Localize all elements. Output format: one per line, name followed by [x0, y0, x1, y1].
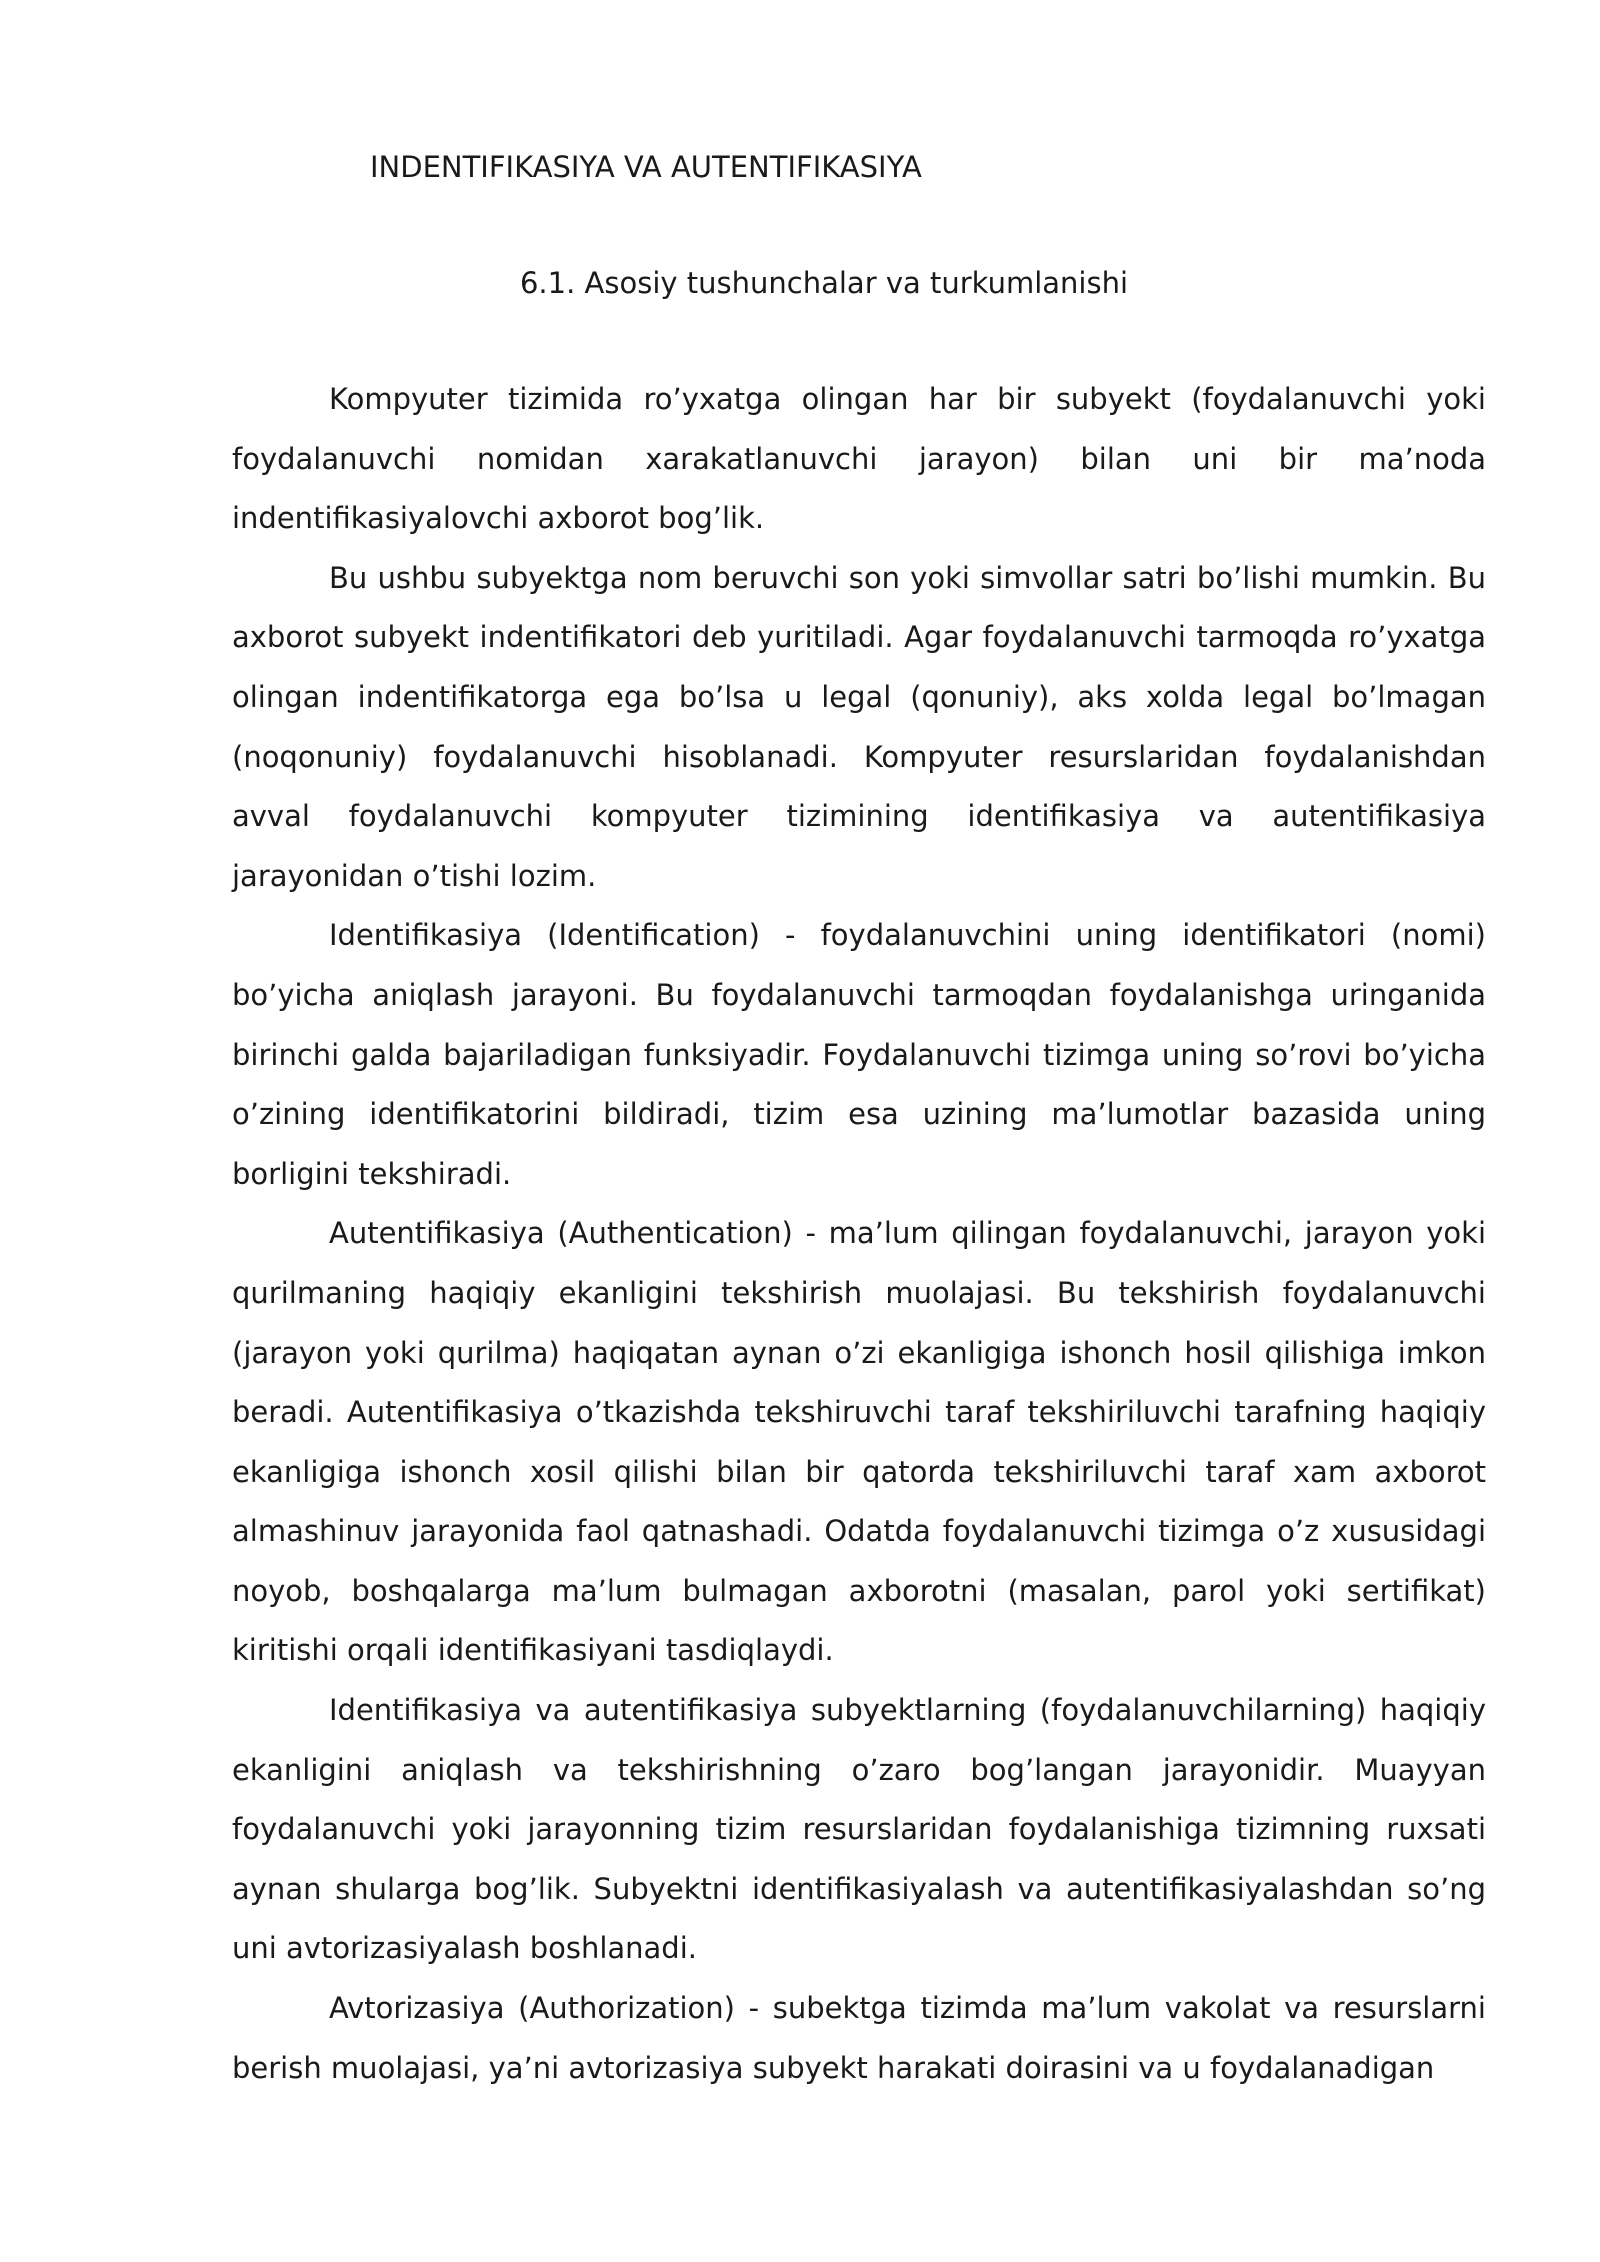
paragraph-identifier-intro: Kompyuter tizimida ro’yxatga olingan har bir subyekt (foydalanuvchi yoki foydalanuvchi nomidan xarakatlanuvchi jarayon) bilan uni bir ma’noda indentifikasiyalovchi axborot bog’lik. — [232, 382, 1486, 536]
chapter-title: INDENTIFIKASIYA VA AUTENTIFIKASIYA — [370, 150, 922, 184]
paragraph-authorization: Avtorizasiya (Authorization) - subektga tizimda ma’lum vakolat va resurslarni berish muolajasi, ya’ni avtorizasiya subyekt harakati doirasini va u foydalanadigan — [232, 1991, 1486, 2085]
body-text — [232, 370, 1486, 2098]
paragraph-identifier-definition: Bu ushbu subyektga nom beruvchi son yoki simvollar satri bo’lishi mumkin. Bu axborot subyekt indentifikatori deb yuritiladi. Agar foydalanuvchi tarmoqda ro’yxatga olingan indentifikatorga ega bo’lsa u legal (qonuniy), aks xolda legal bo’lmagan (noqonuniy) foydalanuvchi hisoblanadi. Kompyuter resurslaridan foydalanishdan avval foydalanuvchi kompyuter tizimining identifikasiya va autentifikasiya jarayonidan o’tishi lozim. — [232, 560, 1486, 893]
section-title: 6.1. Asosiy tushunchalar va turkumlanishi — [519, 266, 1129, 300]
paragraph-identification: Identifikasiya (Identification) - foydalanuvchini uning identifikatori (nomi) bo’yicha aniqlash jarayoni. Bu foydalanuvchi tarmoqdan foydalanishga uringanida birinchi galda bajariladigan funksiyadir. Foydalanuvchi tizimga uning so’rovi bo’yicha o’zining identifikatorini bildiradi, tizim esa uzining ma’lumotlar bazasida uning borligini tekshiradi. — [232, 918, 1486, 1191]
paragraph-authentication: Autentifikasiya (Authentication) - ma’lum qilingan foydalanuvchi, jarayon yoki qurilmaning haqiqiy ekanligini tekshirish muolajasi. Bu tekshirish foydalanuvchi (jarayon yoki qurilma) haqiqatan aynan o’zi ekanligiga ishonch hosil qilishiga imkon beradi. Autentifikasiya o’tkazishda tekshiruvchi taraf tekshiriluvchi tarafning haqiqiy ekanligiga ishonch xosil qilishi bilan bir qatorda tekshiriluvchi taraf xam axborot almashinuv jarayonida faol qatnashadi. Odatda foydalanuvchi tizimga o’z xususidagi noyob, boshqalarga ma’lum bulmagan axborotni (masalan, parol yoki sertifikat) kiritishi orqali identifikasiyani tasdiqlaydi. — [232, 1216, 1486, 1668]
paragraph-identification-authentication: Identifikasiya va autentifikasiya subyektlarning (foydalanuvchilarning) haqiqiy ekanligini aniqlash va tekshirishning o’zaro bog’langan jarayonidir. Muayyan foydalanuvchi yoki jarayonning tizim resurslaridan foydalanishiga tizimning ruxsati aynan shularga bog’lik. Subyektni identifikasiyalash va autentifikasiyalashdan so’ng uni avtorizasiyalash boshlanadi. — [232, 1693, 1486, 1966]
